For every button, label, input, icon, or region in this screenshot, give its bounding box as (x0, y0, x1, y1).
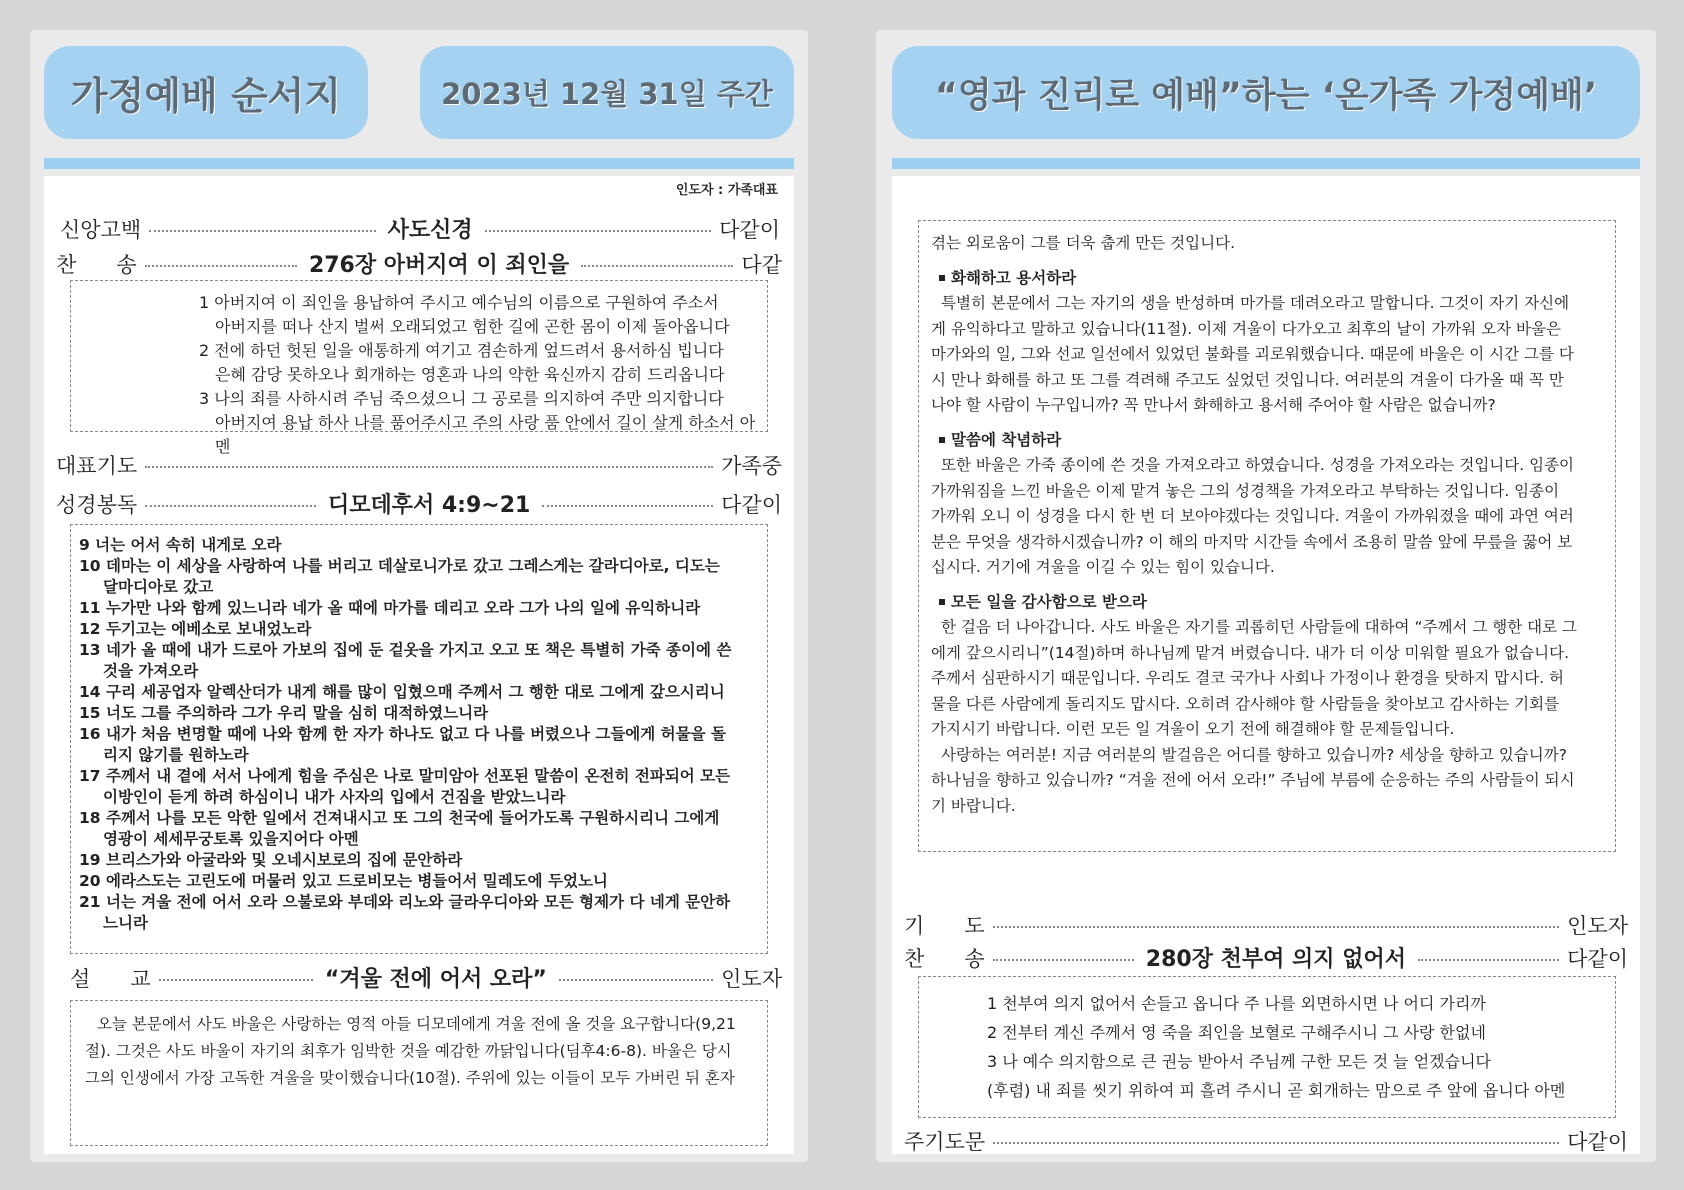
benediction-right: 다같이 (1567, 1130, 1628, 1154)
verse-line: 20 에라스도는 고린도에 머물러 있고 드로비모는 병들어서 밀레도에 두었노니 (79, 872, 608, 890)
right-content (892, 176, 1640, 1154)
sermon-right: 인도자 (721, 966, 782, 991)
verse-line: 21 너는 겨울 전에 어서 오라 으불로와 부데와 리노와 글라우디아와 모든 형제가 다 네게 문안하 (79, 893, 731, 911)
item-hymn (56, 248, 782, 279)
right-hymn-label: 찬 송 (904, 946, 985, 971)
sermon-lead: 겪는 외로움이 그를 더욱 춥게 만든 것입니다. (931, 234, 1236, 252)
week-date: 2023년 12월 31일 주간 (441, 77, 773, 111)
section-line: 가까워짐을 느낀 바울은 이제 맡겨 놓은 그의 성경책을 가져오라고 부탁하는 것입니다. 임종이 (931, 481, 1560, 500)
hymn-lyrics-box (70, 280, 768, 456)
sermon-title: “겨울 전에 어서 오라” (324, 967, 547, 992)
sermon-continued-box (918, 220, 1616, 852)
right-prayer-right: 인도자 (1567, 914, 1628, 938)
sermon-label: 설 교 (70, 966, 151, 991)
item-prayer (56, 450, 782, 480)
item-reading (56, 488, 782, 519)
section-line: 시 만나 화해를 하고 또 그를 격려해 주고도 싶었던 것입니다. 여러분의 겨울이 다가올 때 꼭 만 (931, 370, 1564, 389)
section-line: 마가와의 일, 그와 선교 일선에서 있었던 불화를 괴로워했습니다. 때문에 바울은 이 시간 그를 다 (931, 345, 1574, 363)
right-hymn-title: 280장 천부여 의지 없어서 (1145, 947, 1406, 972)
right-title-pill (892, 46, 1640, 139)
left-page (30, 30, 808, 1162)
leader-dots (145, 505, 316, 507)
section-heading (931, 590, 1603, 616)
section-line: 가지시기 바랍니다. 이런 모든 일 겨울이 오기 전에 해결해야 할 문제들입니다. (931, 720, 1455, 738)
leader-dots (993, 926, 1560, 928)
left-title-pill (44, 46, 368, 139)
hymn-label: 찬 송 (56, 252, 137, 277)
leader-dots (581, 265, 733, 267)
reading-right: 다같이 (721, 492, 782, 517)
leader-dots (542, 505, 713, 507)
leader-dots (159, 979, 313, 981)
creed-title: 사도신경 (387, 218, 473, 243)
bullet-square-icon (939, 599, 945, 605)
right-divider-bar (892, 158, 1640, 169)
left-divider-bar (44, 158, 794, 169)
leader-note: 인도자 : 가족대표 (675, 183, 778, 198)
verse-line: 영광이 세세무궁토록 있을지어다 아멘 (103, 830, 359, 848)
section-heading (931, 428, 1603, 454)
right-prayer-label: 기 도 (904, 914, 985, 938)
verse-line: 18 주께서 나를 모든 악한 일에서 건져내시고 또 그의 천국에 들어가도록 구원하시리니 그에게 (79, 809, 720, 827)
sermon-line: 절). 그것은 사도 바울이 자기의 최후가 임박한 것을 예감한 까닭입니다(딤후4:6-8). 바울은 당시 (85, 1042, 732, 1060)
verse-line: 리지 않기를 원하노라 (103, 746, 249, 764)
leader-dots (145, 466, 713, 468)
section-line: 나야 할 사람이 누구입니까? 꼭 만나서 화해하고 용서해 주어야 할 사람은 없습니까? (931, 396, 1496, 414)
verse-line: 13 네가 올 때에 내가 드로아 가보의 집에 둔 겉옷을 가지고 오고 또 책은 특별히 가죽 종이에 쓴 (79, 641, 732, 659)
verse-line: 12 두기고는 에베소로 보내었노라 (79, 620, 312, 638)
hymn-line: 3 나 예수 의지함으로 큰 권능 받아서 주님께 구한 모든 것 늘 얻겠습니다 (987, 1052, 1491, 1071)
section-heading-text: 화해하고 용서하라 (951, 268, 1077, 287)
bullet-square-icon (939, 437, 945, 443)
section-line: 특별히 본문에서 그는 자기의 생을 반성하며 마가를 데려오라고 말합니다. 그것이 자기 자신에 (941, 294, 1570, 312)
verse-line: 것을 가져오라 (103, 662, 199, 680)
verse-line: 16 내가 처음 변명할 때에 나와 함께 한 자가 하나도 없고 다 나를 버렸으나 그들에게 허물을 돌 (79, 725, 726, 743)
sermon-line: 오늘 본문에서 사도 바울은 사랑하는 영적 아들 디모데에게 겨울 전에 올 것을 요구합니다(9,21 (97, 1015, 736, 1033)
left-title: 가정예배 순서지 (70, 74, 342, 118)
hymn-title: 276장 아버지여 이 죄인을 (308, 253, 570, 278)
section-line: 하나님을 향하고 있습니까? “겨울 전에 어서 오라!” 주님에 부름에 순응하는 주의 사람들이 되시 (931, 771, 1575, 789)
section-line: 분은 무엇을 생각하시겠습니까? 이 해의 마지막 시간들 속에서 조용히 말씀 앞에 무릎을 꿇어 보 (931, 532, 1573, 551)
right-hymn-right: 다같이 (1567, 946, 1628, 971)
right-title: “영과 진리로 예배”하는 ‘온가족 가정예배’ (934, 75, 1598, 116)
creed-label: 신앙고백 (60, 217, 142, 242)
hymn-right: 다같 (741, 252, 782, 277)
item-creed (60, 213, 780, 244)
leader-dots (145, 265, 297, 267)
hymn-line: 은혜 감당 못하오나 회개하는 영혼과 나의 약한 육신까지 감히 드리옵니다 (215, 365, 725, 384)
item-sermon (70, 962, 782, 993)
hymn-line: 아버지를 떠나 산지 벌써 오래되었고 험한 길에 곤한 몸이 이제 돌아옵니다 (215, 317, 730, 336)
section-line: 한 걸음 더 나아갑니다. 사도 바울은 자기를 괴롭히던 사람들에 대하여 “주께서 그 행한 대로 그 (941, 618, 1577, 636)
prayer-label: 대표기도 (56, 454, 138, 478)
section-heading (931, 266, 1603, 292)
verse-line: 17 주께서 내 곁에 서서 나에게 힘을 주심은 나로 말미암아 선포된 말씀이 온전히 전파되어 모든 (79, 767, 731, 785)
bullet-square-icon (939, 275, 945, 281)
leader-dots (1418, 959, 1559, 961)
hymn-line: (후렴) 내 죄를 씻기 위하여 피 흘려 주시니 곧 회개하는 맘으로 주 앞에 옵니다 아멘 (987, 1081, 1566, 1100)
verse-line: 11 누가만 나와 함께 있느니라 네가 올 때에 마가를 데리고 오라 그가 나의 일에 유익하니라 (79, 599, 701, 617)
sermon-box (70, 1000, 768, 1146)
section-line: 주께서 심판하시기 때문입니다. 우리도 결코 국가나 사회나 가정이나 환경을 탓하지 맙시다. 허 (931, 669, 1565, 687)
leader-dots (485, 230, 711, 232)
section-line: 에게 갚으시리니”(14절)하며 하나님께 맡겨 버렸습니다. 내가 더 이상 미워할 필요가 없습니다. (931, 643, 1570, 662)
section-line: 사랑하는 여러분! 지금 여러분의 발걸음은 어디를 향하고 있습니까? 세상을 향하고 있습니까? (941, 745, 1567, 764)
section-heading-text: 모든 일을 감사함으로 받으라 (951, 592, 1147, 611)
item-right-prayer (904, 910, 1628, 940)
verse-line: 19 브리스가와 아굴라와 및 오네시보로의 집에 문안하라 (79, 851, 463, 869)
section-line: 십시다. 거기에 겨울을 이길 수 있는 힘이 있습니다. (931, 558, 1275, 576)
verse-line: 달마디아로 갔고 (103, 578, 214, 596)
hymn-line: 아버지여 용납 하사 나를 품어주시고 주의 사랑 품 안에서 길이 살게 하소서 아멘 (215, 413, 756, 456)
reading-title: 디모데후서 4:9~21 (327, 493, 531, 518)
verse-line: 10 데마는 이 세상을 사랑하여 나를 버리고 데살로니가로 갔고 그레스게는 갈라디아로, 디도는 (79, 557, 720, 575)
reading-label: 성경봉독 (56, 492, 138, 517)
left-content (44, 176, 794, 1154)
section-heading-text: 말씀에 착념하라 (951, 430, 1062, 449)
hymn-line: 1 천부여 의지 없어서 손들고 옵니다 주 나를 외면하시면 나 어디 가리까 (987, 994, 1486, 1013)
creed-right: 다같이 (719, 217, 780, 242)
week-pill (420, 46, 794, 139)
hymn-line: 1 아버지여 이 죄인을 용납하여 주시고 예수님의 이름으로 구원하여 주소서 (199, 293, 719, 312)
section-line: 가까워 오니 이 성경을 다시 한 번 더 보아야겠다는 것입니다. 겨울이 가까워졌을 때에 과연 여러 (931, 507, 1574, 525)
leader-dots (559, 979, 713, 981)
leader-dots (993, 959, 1134, 961)
hymn-line: 2 전에 하던 헛된 일을 애통하게 여기고 겸손하게 엎드려서 용서하심 빕니다 (199, 341, 724, 360)
item-benediction (904, 1126, 1628, 1156)
item-right-hymn (904, 942, 1628, 973)
scripture-box (70, 524, 768, 954)
section-line: 물을 다른 사람에게 돌리지도 맙시다. 오히려 감사해야 할 사람들을 찾아보고 감사하는 기회를 (931, 694, 1560, 713)
prayer-right: 가족중 (721, 454, 782, 478)
section-line: 기 바랍니다. (931, 796, 1016, 815)
leader-dots (149, 230, 375, 232)
verse-line: 14 구리 세공업자 알렉산더가 내게 해를 많이 입혔으매 주께서 그 행한 대로 그에게 갚으시리니 (79, 683, 725, 701)
hymn-line: 2 전부터 계신 주께서 영 죽을 죄인을 보혈로 구해주시니 그 사랑 한없네 (987, 1023, 1486, 1042)
hymn-line: 3 나의 죄를 사하시려 주님 죽으셨으니 그 공로를 의지하여 주만 의지합니다 (199, 389, 724, 408)
leader-dots (993, 1142, 1559, 1144)
verse-line: 9 너는 어서 속히 내게로 오라 (79, 536, 282, 554)
benediction-label: 주기도문 (904, 1130, 986, 1154)
sermon-line: 그의 인생에서 가장 고독한 겨울을 맞이했습니다(10절). 주위에 있는 이들이 모두 가버린 뒤 혼자 (85, 1069, 735, 1087)
right-hymn-lyrics-box (918, 976, 1616, 1118)
verse-line: 느니라 (103, 914, 148, 932)
right-page (876, 30, 1656, 1162)
verse-line: 15 너도 그를 주의하라 그가 우리 말을 심히 대적하였느니라 (79, 704, 489, 722)
section-line: 게 유익하다고 말하고 있습니다(11절). 이제 겨울이 다가오고 최후의 날이 가까워 오자 바울은 (931, 319, 1561, 338)
verse-line: 이방인이 듣게 하려 하심이니 내가 사자의 입에서 건짐을 받았느니라 (103, 788, 566, 806)
section-line: 또한 바울은 가죽 종이에 쓴 것을 가져오라고 하였습니다. 성경을 가져오라는 것입니다. 임종이 (941, 456, 1575, 474)
